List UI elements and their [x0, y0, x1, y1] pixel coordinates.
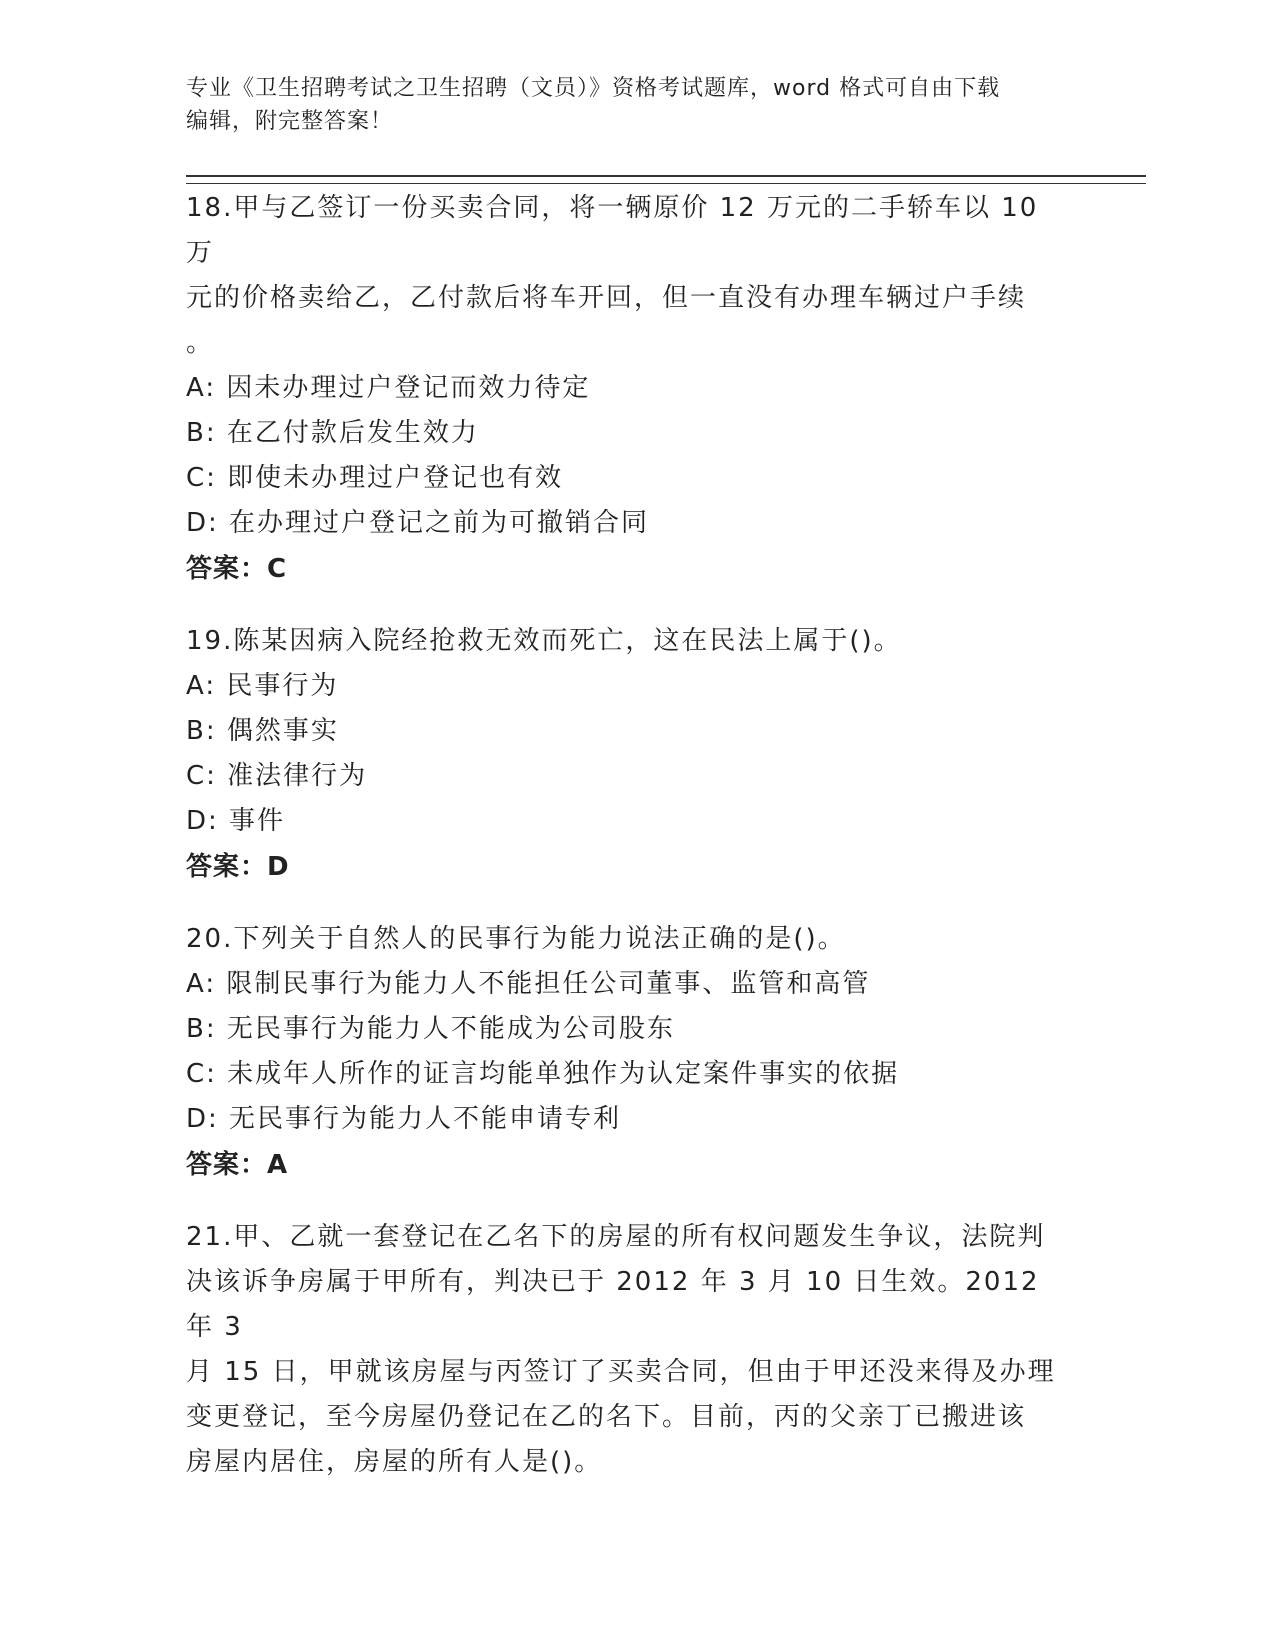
- option-d: D: 在办理过户登记之前为可撤销合同: [186, 508, 650, 538]
- option-a: A: 限制民事行为能力人不能担任公司董事、监管和高管: [186, 969, 871, 999]
- question-stem-line: 月 15 日，甲就该房屋与丙签订了买卖合同，但由于甲还没来得及办理: [186, 1357, 1056, 1387]
- option-c: C: 准法律行为: [186, 761, 368, 791]
- option-a: A: 民事行为: [186, 671, 339, 701]
- option-d: D: 事件: [186, 806, 286, 836]
- question-19: [186, 619, 1076, 891]
- option-c: C: 未成年人所作的证言均能单独作为认定案件事实的依据: [186, 1059, 900, 1089]
- question-stem-line: 19.陈某因病入院经抢救无效而死亡，这在民法上属于()。: [186, 626, 902, 656]
- header-line-1: 专业《卫生招聘考试之卫生招聘（文员）》资格考试题库，word 格式可自由下载: [186, 76, 1001, 101]
- question-stem-line: 21.甲、乙就一套登记在乙名下的房屋的所有权问题发生争议，法院判: [186, 1222, 1046, 1252]
- question-stem-line: 变更登记，至今房屋仍登记在乙的名下。目前，丙的父亲丁已搬进该: [186, 1402, 1027, 1432]
- question-stem-line: 房屋内居住，房屋的所有人是()。: [186, 1447, 603, 1477]
- question-21: [186, 1215, 1076, 1485]
- option-d: D: 无民事行为能力人不能申请专利: [186, 1104, 622, 1134]
- option-b: B: 偶然事实: [186, 716, 339, 746]
- answer-label: 答案：D: [186, 852, 290, 882]
- answer-label: 答案：C: [186, 554, 288, 584]
- option-b: B: 在乙付款后发生效力: [186, 418, 479, 448]
- option-c: C: 即使未办理过户登记也有效: [186, 463, 564, 493]
- question-stem-line: 18.甲与乙签订一份买卖合同，将一辆原价 12 万元的二手轿车以 10 万: [186, 193, 1039, 268]
- header-line-2: 编辑，附完整答案！: [186, 109, 394, 134]
- question-stem-line: 元的价格卖给乙，乙付款后将车开回，但一直没有办理车辆过户手续: [186, 283, 1027, 313]
- answer-label: 答案：A: [186, 1150, 289, 1180]
- option-a: A: 因未办理过户登记而效力待定: [186, 373, 591, 403]
- question-list: [186, 186, 1076, 1511]
- question-stem-line: 决该诉争房属于甲所有，判决已于 2012 年 3 月 10 日生效。2012 年 3: [186, 1267, 1040, 1342]
- question-20: [186, 917, 1076, 1189]
- question-stem-line: 20.下列关于自然人的民事行为能力说法正确的是()。: [186, 924, 846, 954]
- question-stem-line: 。: [186, 328, 215, 358]
- header-divider: [186, 175, 1146, 184]
- option-b: B: 无民事行为能力人不能成为公司股东: [186, 1014, 675, 1044]
- document-header: [186, 72, 1086, 138]
- question-18: [186, 186, 1076, 593]
